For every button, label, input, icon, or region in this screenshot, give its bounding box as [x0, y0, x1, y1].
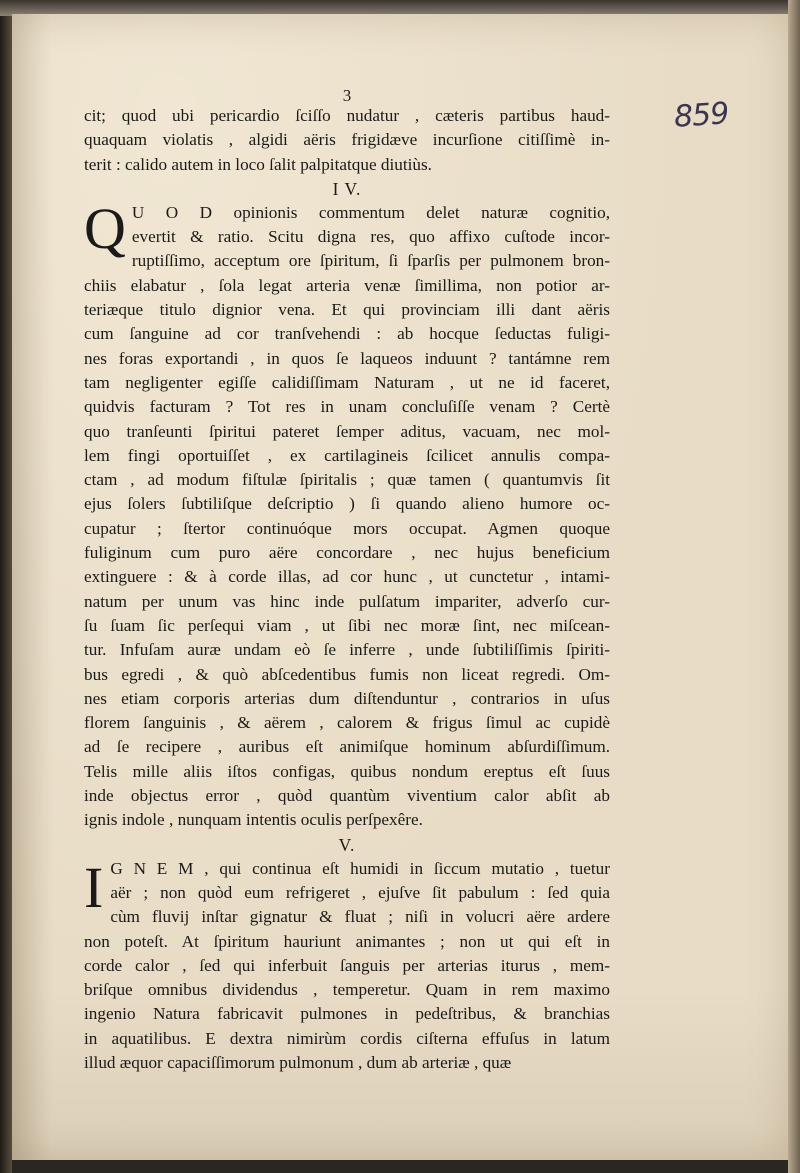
- text-line: G N E M , qui continua eſt humidi in ſiccum mutatio , tuetur: [110, 858, 610, 878]
- text-line: cùm fluvij inſtar gignatur & fluat ; niſi in volucri aëre ardere: [110, 907, 610, 927]
- text-line: cit; quod ubi pericardio ſciſſo nudatur , cæteris partibus haud-: [84, 106, 610, 125]
- folio-mark: 859: [672, 96, 730, 135]
- text-line: ctam , ad modum fiſtulæ ſpiritalis ; quæ tamen ( quantumvis ſit: [84, 470, 610, 490]
- drop-cap-i: I: [84, 854, 104, 920]
- section-heading-v: V.: [338, 834, 356, 855]
- text-line: ingenio Natura fabricavit pulmones in pedeſtribus, & branchias: [84, 1004, 610, 1024]
- text-line: ad ſe recipere , auribus eſt animiſque hominum abſurdiſſimum.: [84, 737, 610, 757]
- text-line: quidvis facturam ? Tot res in unam concluſiſſe venam ? Certè: [84, 397, 610, 417]
- text-line: terit : calido autem in loco ſalit palpitatque diutiùs.: [84, 154, 432, 174]
- text-line: Telis mille aliis iſtos configas, quibus nondum ereptus eſt ſuus: [84, 761, 610, 781]
- page-number: 3: [342, 86, 352, 105]
- text-line: fuliginum cum puro aëre concordare , nec hujus beneficium: [84, 543, 610, 563]
- page-text-block: [84, 88, 610, 1075]
- text-line: extinguere : & à corde illas, ad cor hunc , ut cunctetur , intami-: [84, 567, 610, 587]
- section-heading-iv: I V.: [332, 178, 362, 199]
- text-line: natum per unum vas hinc inde pulſatum impariter, adverſo cur-: [84, 591, 610, 611]
- text-line: florem ſanguinis , & aërem , calorem & frigus ſimul ac cupidè: [84, 713, 610, 733]
- text-line: nes etiam corporis arterias dum diſtenduntur , contrarios in uſus: [84, 688, 610, 708]
- text-line: in aquatilibus. E dextra nimirùm cordis ciſterna effuſus in latum: [84, 1028, 610, 1048]
- text-line: U O D opinionis commentum delet naturæ cognitio,: [131, 202, 610, 222]
- text-line: lem fingi oportuiſſet , ex cartilagineis ſcilicet annulis compa-: [84, 445, 610, 465]
- intro-paragraph: [84, 104, 610, 177]
- text-line: ruptiſſimo, acceptum ore ſpiritum, ſi ſparſis per pulmonem bron-: [131, 251, 610, 271]
- text-line: chiis elabatur , ſola legat arteria venæ ſimillima, non potior ar-: [84, 275, 610, 295]
- text-line: aër ; non quòd eum refrigeret , ejuſve ſit pabulum : ſed quia: [110, 882, 610, 902]
- section-iv-paragraph: [84, 195, 610, 833]
- text-line: cum ſanguine ad cor tranſvehendi : ab hocque ſeductas fuligi-: [84, 324, 610, 344]
- text-line: inde objectus error , quòd quantùm viventium calor abſit ab: [84, 786, 610, 806]
- text-line: quo tranſeunti ſpiritui pateret ſemper aditus, vacuam, nec mol-: [84, 421, 610, 441]
- text-line: ſu ſuam ſic perſequi viam , ut ſibi nec moræ ſint, nec miſcean-: [84, 615, 610, 635]
- text-line: ejus ſolers ſubtiliſque deſcriptio ) ſi quando alieno humore oc-: [84, 494, 610, 514]
- text-line: quaquam violatis , algidi aëris frigidæve incurſione citiſſimè in-: [84, 130, 610, 150]
- book-gutter-edge: [0, 0, 12, 1173]
- text-line: ignis indole , nunquam intentis oculis perſpexêre.: [84, 810, 423, 830]
- section-v-paragraph: [84, 854, 610, 1076]
- text-line: bus egredi , & quò abſcedentibus fumis non liceat regredi. Om-: [84, 664, 610, 684]
- text-line: briſque omnibus dividendus , temperetur. Quam in rem maximo: [84, 980, 610, 1000]
- text-line: teriæque titulo dignior vena. Et qui provinciam illi dant aëris: [84, 300, 610, 320]
- text-line: non poteſt. At ſpiritum hauriunt animantes ; non ut qui eſt in: [84, 931, 610, 951]
- text-line: cupatur ; ſtertor continuóque mors occupat. Agmen quoque: [84, 518, 610, 538]
- text-line: tam negligenter egiſſe calidiſſimam Naturam , ut ne id faceret,: [84, 372, 610, 392]
- text-line: evertit & ratio. Scitu digna res, quo affixo cuſtode incor-: [131, 227, 610, 247]
- book-right-edge: [788, 0, 800, 1173]
- text-line: nes foras exportandi , in quos ſe laqueos induunt ? tantámne rem: [84, 348, 610, 368]
- text-line: illud æquor capaciſſimorum pulmonum , dum ab arteriæ , quæ: [84, 1052, 512, 1072]
- drop-cap-q: Q: [84, 195, 126, 261]
- text-line: corde calor , ſed qui inferbuit ſanguis per arterias iturus , mem-: [84, 955, 610, 975]
- text-line: tur. Infuſam auræ undam eò ſe inferre , unde ſubtiliſſimis ſpiriti-: [84, 640, 610, 660]
